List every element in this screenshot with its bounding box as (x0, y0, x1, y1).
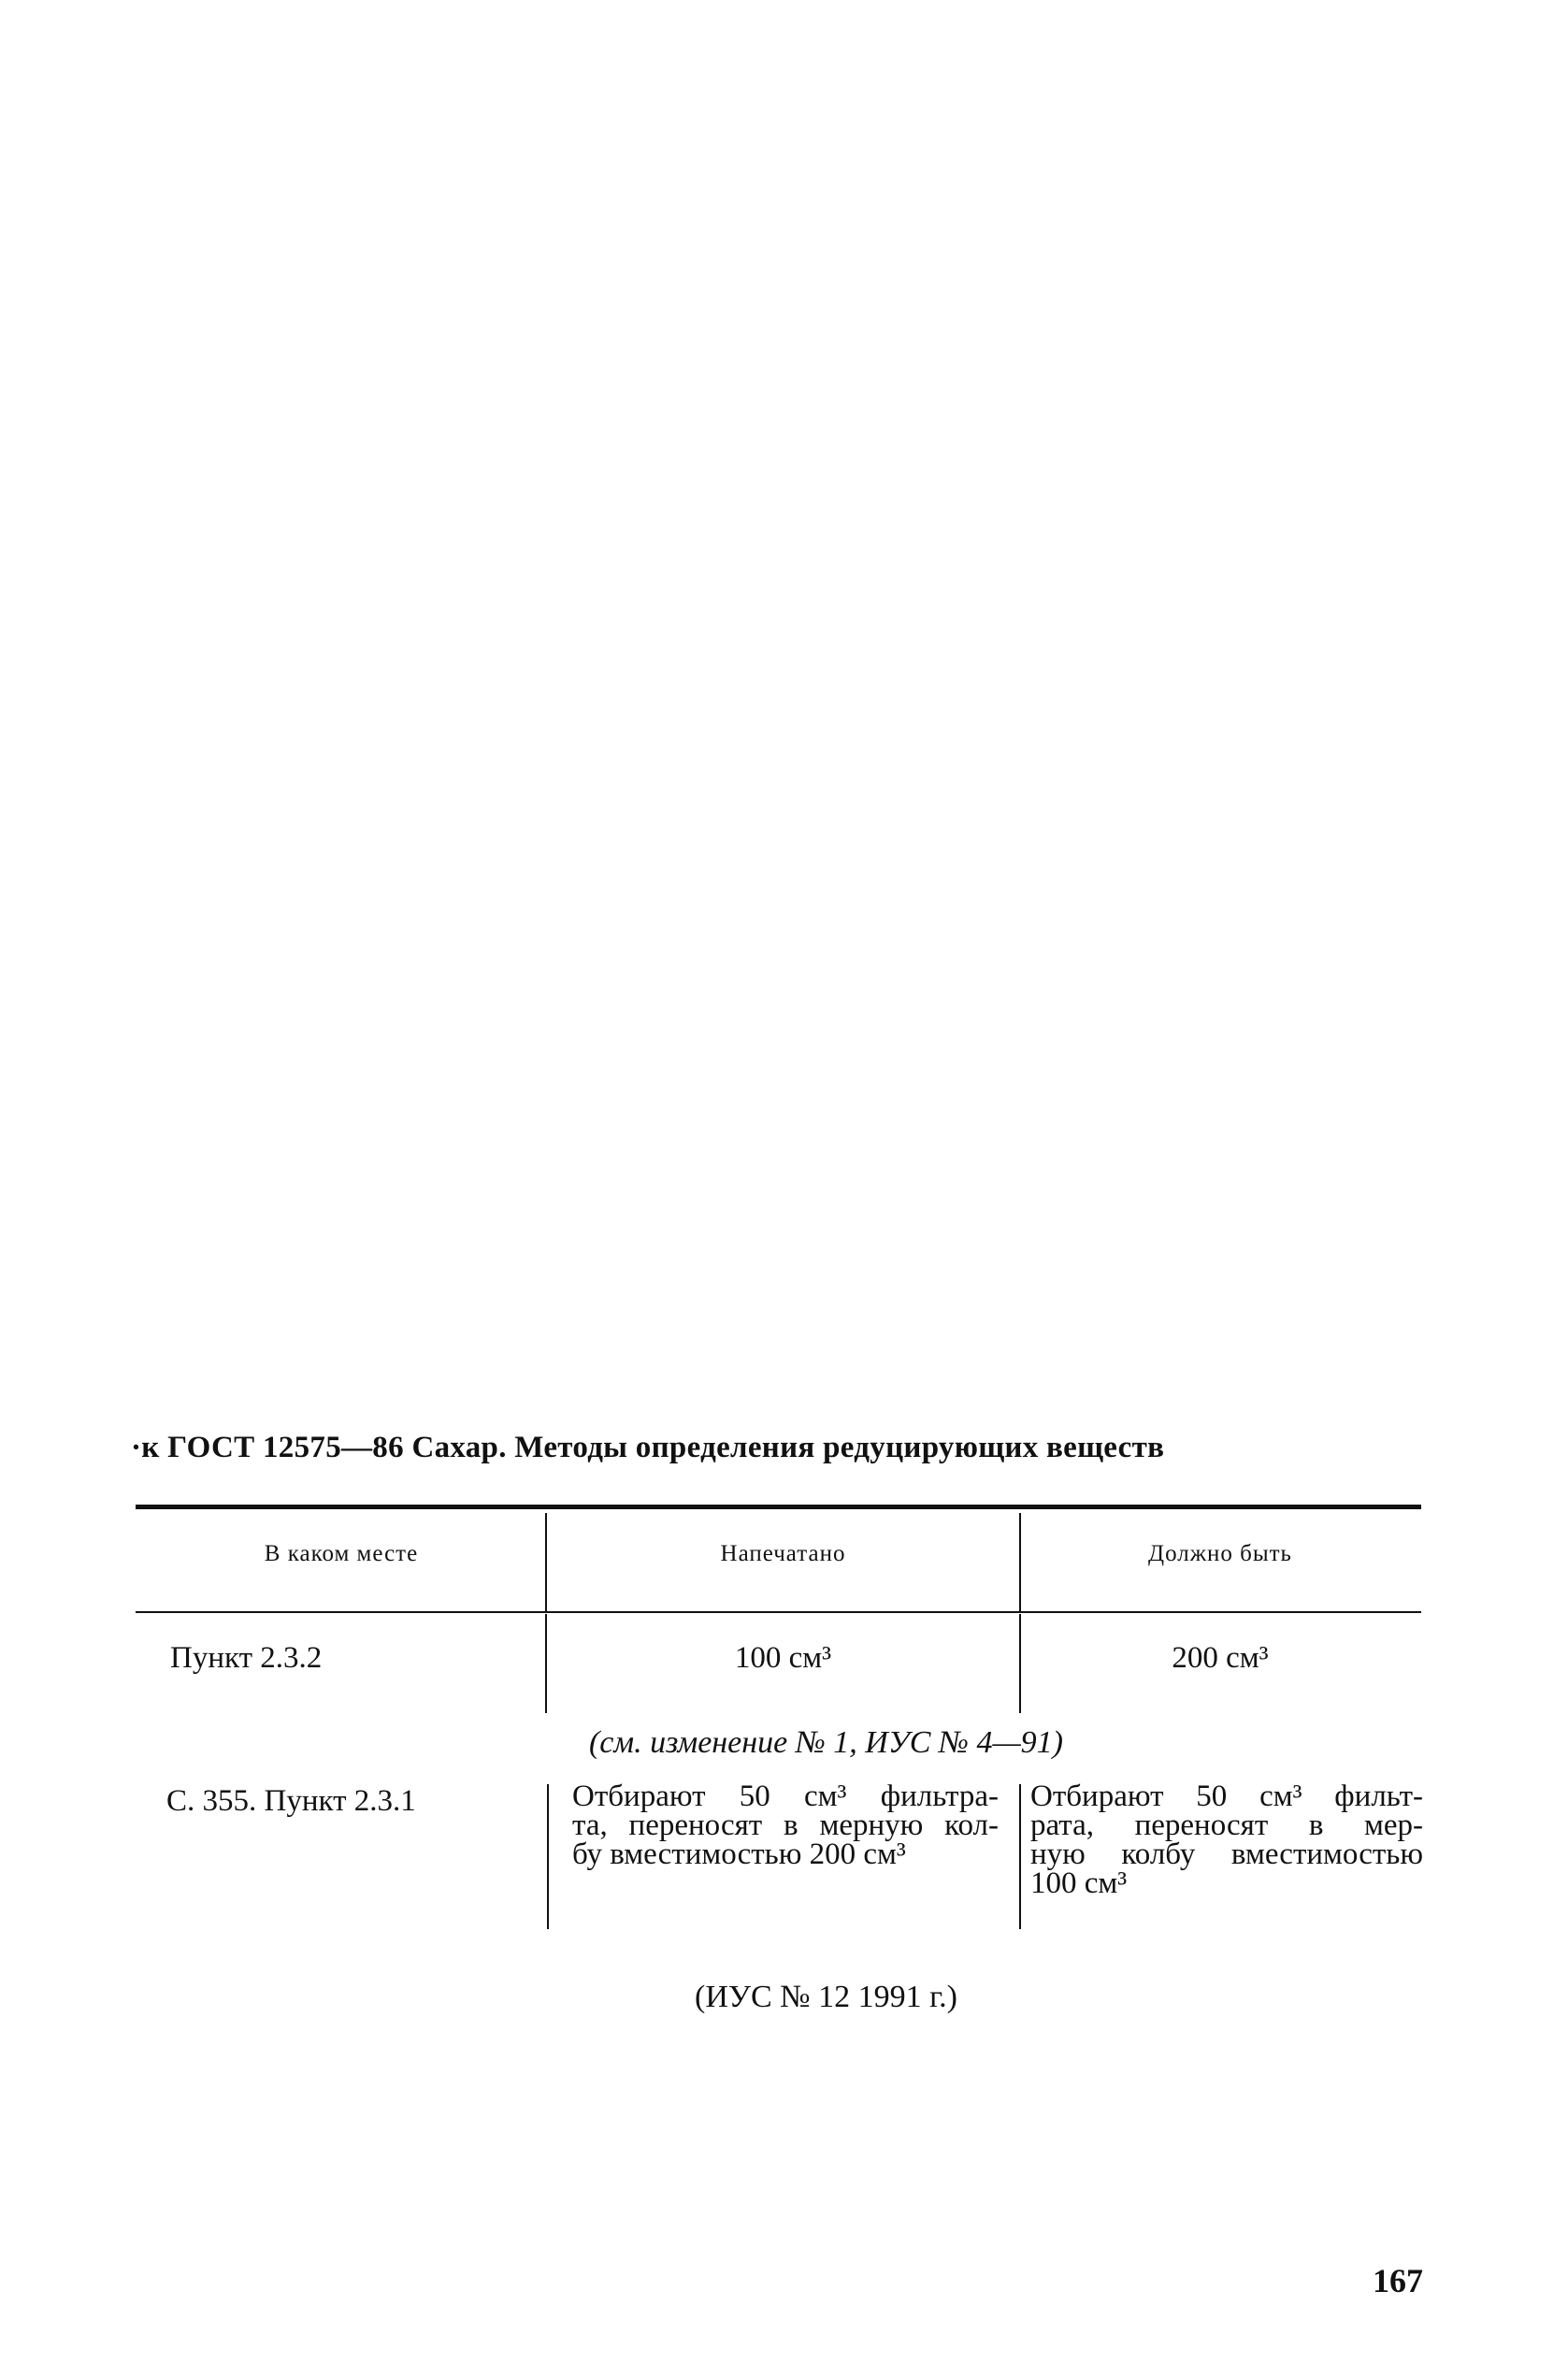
source-note: (ИУС № 12 1991 г.) (695, 1980, 957, 2014)
table-top-rule (136, 1505, 1421, 1509)
row2-should-be-line: 100 см³ (1030, 1866, 1128, 1900)
row2-divider-2 (1019, 1784, 1021, 1929)
row2-printed-line: бу вместимостью 200 см³ (572, 1837, 906, 1871)
column-header-place: В каком месте (264, 1541, 419, 1566)
row2-place: С. 355. Пункт 2.3.1 (166, 1784, 416, 1818)
page-number: 167 (1373, 2262, 1423, 2299)
column-header-printed: Напечатано (720, 1541, 846, 1566)
row2-printed-line: Отбирают 50 см³ фильтра- (572, 1779, 999, 1813)
document-heading: ·к ГОСТ 12575—86 Сахар. Методы определения редуцирующих веществ (131, 1431, 1165, 1464)
row2-should-be-line: ную колбу вместимостью (1030, 1837, 1423, 1871)
amendment-note: (см. изменение № 1, ИУС № 4—91) (588, 1725, 1063, 1760)
row1-should-be: 200 см³ (1172, 1641, 1269, 1675)
row1-printed: 100 см³ (734, 1641, 832, 1675)
column-header-should-be: Должно быть (1148, 1541, 1292, 1566)
table-header-rule (136, 1611, 1421, 1613)
row2-should-be-line: Отбирают 50 см³ фильт- (1030, 1779, 1423, 1813)
row2-printed-line: та, переносят в мерную кол- (572, 1808, 999, 1842)
row2-printed (572, 1779, 999, 1871)
row1-place: Пункт 2.3.2 (170, 1641, 323, 1675)
row2-should-be-line: рата, переносят в мер- (1030, 1808, 1423, 1842)
row2-divider-1 (547, 1784, 549, 1929)
row2-should-be (1030, 1779, 1423, 1900)
